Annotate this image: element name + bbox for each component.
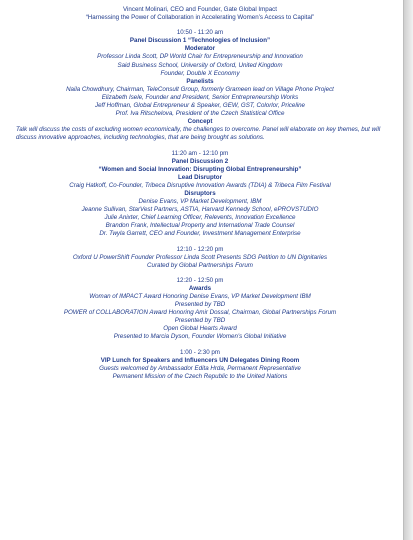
session1-panelist: Prof. Iva Ritschelova, President of the Czech Statistical Office xyxy=(115,110,285,118)
session-lunch xyxy=(0,349,400,381)
session3-time: 12:10 - 12:20 pm xyxy=(176,245,224,253)
session1-panelist: Jeff Hoffman, Global Entrepreneur & Speaker, GEW, GST, Colorlor, Priceline xyxy=(94,102,305,110)
session4-line: Presented by TBD xyxy=(174,317,226,325)
session2-disruptor: Jeanne Sullivan, StarVest Partners, ASTIA, Harvard Kennedy School, ePROVSTUDIO xyxy=(81,206,319,214)
session1-panelist: Elizabeth Isele, Founder and President, Senior Entrepreneurship Works xyxy=(101,93,299,101)
session2-disruptor: Brandon Frank, Intellectual Property and International Trade Counsel xyxy=(105,222,295,230)
session4-line: POWER of COLLABORATION Award Honoring Amir Dossal, Chairman, Global Partnerships Forum xyxy=(63,309,337,317)
intro-speaker: Vincent Molinari, CEO and Founder, Gate Global Impact xyxy=(123,6,277,13)
session2-lead-heading: Lead Disruptor xyxy=(177,173,222,181)
session4-line: Woman of IMPACT Award Honoring Denise Evans, VP Market Development IBM xyxy=(89,293,311,300)
session2-disruptor: Julie Anixter, Chief Learning Officer, Relevents, Innovation Excellence xyxy=(104,214,296,222)
session1-title: Panel Discussion 1 “Technologies of Inclusion” xyxy=(129,37,271,45)
session1-moderator-line: Professor Linda Scott, DP World Chair for Entrepreneurship and Innovation xyxy=(97,53,303,61)
session2-title: Panel Discussion 2 xyxy=(171,157,229,165)
intro-talk-title: “Harnessing the Power of Collaboration in Accelerating Women’s Access to Capital” xyxy=(85,14,315,22)
session4-line: Open Global Hearts Award xyxy=(163,325,237,333)
session1-moderator-heading: Moderator xyxy=(184,45,216,53)
session1-panelist: Naila Chowdhury, Chairman, TeleConsult Group, formerly Grameen lead on Village Phone Project xyxy=(66,85,334,93)
session1-concept-text: Talk will discuss the costs of excluding women economically, the challenges to overcome. Panel will elaborate on key themes, but will discuss innovative approaches, including technologies, that are being brought as solutions. xyxy=(16,126,381,142)
session2-lead: Craig Hatkoff, Co-Founder, Tribeca Disruptive Innovation Awards (TDIA) & Tribeca Film Festival xyxy=(69,181,331,189)
session-panel-1 xyxy=(0,29,400,142)
session1-moderator-line: Founder, Double X Economy xyxy=(160,69,240,77)
session2-disruptors-heading: Disruptors xyxy=(184,189,216,197)
session1-panelists-heading: Panelists xyxy=(186,77,214,85)
page-edge-shadow xyxy=(404,0,413,540)
session1-time: 10:50 - 11:20 am xyxy=(176,29,224,37)
session5-line: Guests welcomed by Ambassador Edita Hrda, Permanent Representative xyxy=(99,364,301,372)
session5-time: 1:00 - 2:30 pm xyxy=(180,348,220,356)
session4-title: Awards xyxy=(188,284,212,292)
intro-section xyxy=(0,6,400,22)
session1-moderator-line: Said Business School, University of Oxford, United Kingdom xyxy=(117,61,283,69)
session2-disruptor: Dr. Twyla Garrett, CEO and Founder, Investment Management Enterprise xyxy=(99,230,301,238)
session-awards xyxy=(0,277,400,342)
session5-title: VIP Lunch for Speakers and Influencers UN Delegates Dining Room xyxy=(100,356,300,364)
session4-time: 12:20 - 12:50 pm xyxy=(176,276,224,284)
session-petition xyxy=(0,246,400,270)
session4-line: Presented by TBD xyxy=(174,301,226,309)
session3-line: Curated by Global Partnerships Forum xyxy=(147,261,253,269)
session2-disruptor: Denise Evans, VP Market Development, IBM xyxy=(138,198,262,206)
session1-concept-heading: Concept xyxy=(187,118,213,126)
session5-line: Permanent Mission of the Czech Republic to the United Nations xyxy=(112,372,288,380)
agenda-content xyxy=(0,6,400,381)
session2-time: 11:20 am - 12:10 pm xyxy=(171,149,229,157)
session-panel-2 xyxy=(0,150,400,239)
session4-line: Presented to Marcia Dyson, Founder Women’s Global Initiative xyxy=(113,333,287,341)
session3-line: Oxford U PowerShift Founder Professor Linda Scott Presents SDG Petition to UN Dignitaries xyxy=(72,253,328,261)
session2-subtitle: “Women and Social Innovation: Disrupting Global Entrepreneurship” xyxy=(98,165,302,173)
